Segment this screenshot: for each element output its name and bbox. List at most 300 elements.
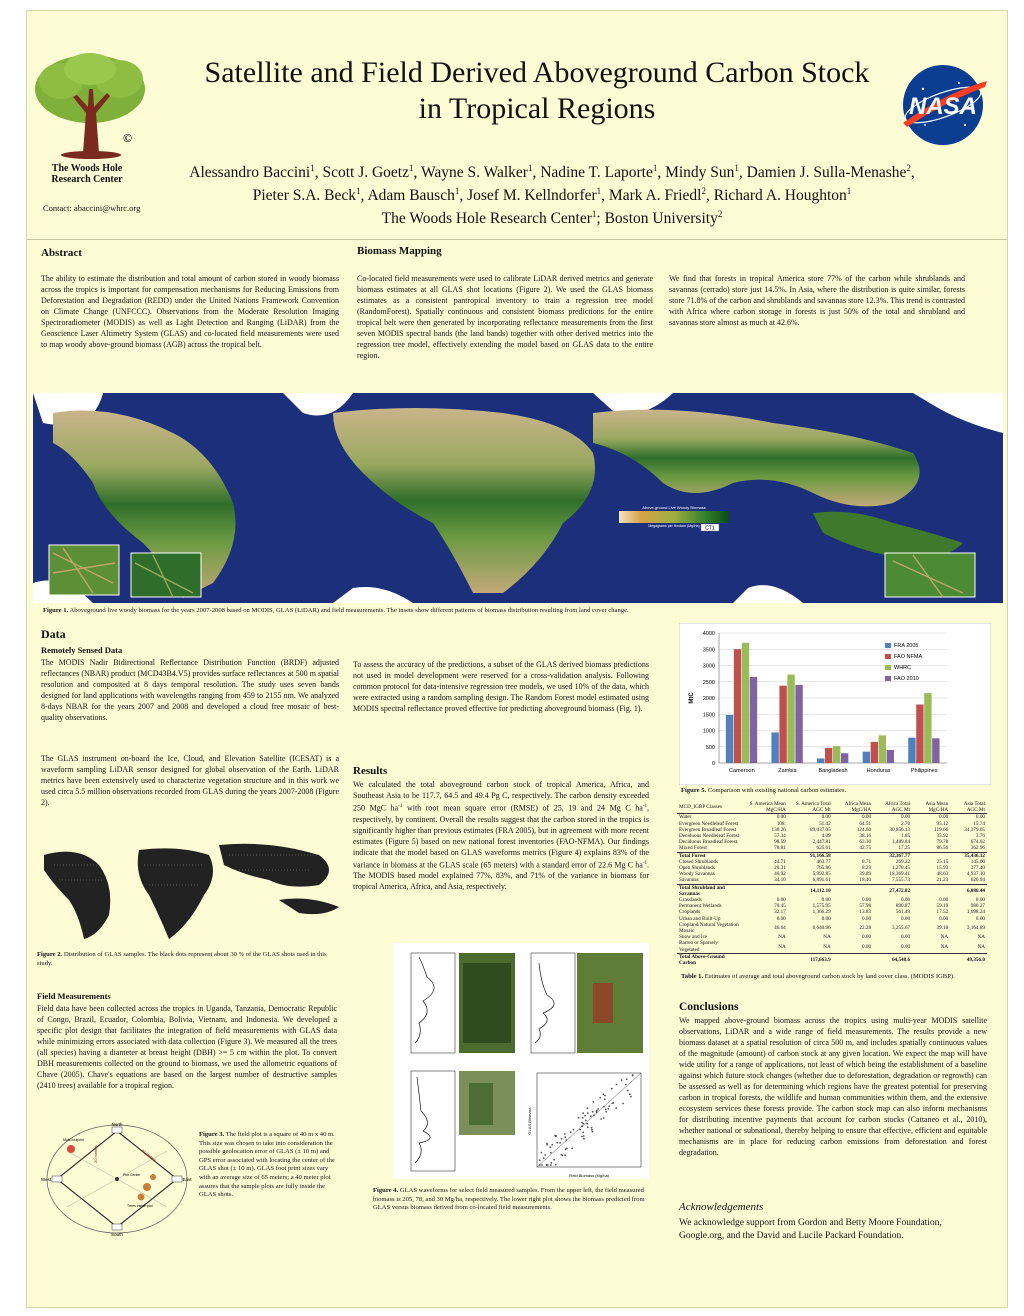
bar	[742, 643, 749, 763]
scatter-point	[541, 1152, 543, 1154]
table-cell: 0.00	[975, 897, 985, 904]
figure-5-label: Figure 5.	[681, 787, 707, 794]
bar	[908, 738, 915, 763]
y-tick-label: 500	[705, 744, 715, 751]
author-name: Damien J. Sulla-Menashe	[746, 164, 907, 182]
scatter-point	[543, 1157, 545, 1159]
affiliations: The Woods Hole Research Center$^1$; Boston University$^2$	[381, 209, 723, 228]
table-cell: 32.17	[774, 909, 786, 916]
table-cell: 70.45	[774, 903, 786, 910]
table-cell: 0.00	[901, 897, 911, 904]
scatter-point	[604, 1098, 606, 1100]
author-affiliation-sup: 1	[596, 186, 602, 197]
scatter-point	[627, 1090, 629, 1092]
table-1-caption-text: Estimates of average and total aboveground carbon stock by land cover class. (MODIS IGBP).	[704, 973, 955, 980]
table-1-caption	[681, 973, 981, 982]
table-cell: 44.71	[774, 858, 786, 865]
table-cell: 0.00	[939, 814, 949, 821]
scatter-point	[581, 1125, 583, 1127]
figure-4-caption-text: GLAS waveforms for select field measured samples. From the upper left, the field measured biomass is 205, 78, and 30 Mg/ha, respectively. The lower right plot shows the biomass predicted from GLAS versus biomass derived from co-located field measurements.	[373, 1187, 645, 1212]
bar	[795, 685, 802, 763]
results-text-d: . The MODIS based model explained 77%, 83%, and 71% of the variance in biomass for tropical America, Africa, and Asia, respectively.	[353, 860, 649, 892]
legend-label: FAO 2010	[894, 676, 919, 682]
table-cell: Snow and Ice	[679, 934, 708, 941]
table-cell: 362.96	[970, 845, 985, 852]
table-cell: 98.59	[774, 839, 786, 846]
table-cell: 0.00	[901, 915, 911, 922]
bar	[787, 675, 794, 763]
remote-sensing-subheading: Remotely Sensed Data	[41, 645, 123, 655]
scatter-point	[611, 1103, 613, 1105]
table-cell: Cropland/Natural Vegetation Mosaic	[679, 921, 739, 935]
table-cell: Permanent Wetlands	[679, 903, 722, 910]
table-cell: 89,037.05	[809, 826, 831, 833]
table-cell: 20.31	[774, 865, 786, 872]
x-tick-label: Zambia	[778, 768, 797, 774]
plot-label-20m: 20 meters	[93, 1145, 98, 1163]
table-cell: Mixed Forest	[679, 845, 707, 852]
table-cell: Grasslands	[679, 897, 702, 904]
table-cell: 18.40	[859, 877, 872, 884]
glas-waveforms-figure	[393, 943, 649, 1179]
scatter-point	[566, 1139, 568, 1141]
table-cell: Croplands	[679, 909, 701, 916]
y-tick-label: 2500	[702, 679, 715, 686]
header-divider	[27, 239, 1007, 240]
table-row	[677, 922, 987, 934]
author-name: Alessandro Baccini	[189, 164, 311, 182]
bar	[916, 705, 923, 764]
table-cell: 0.00	[776, 814, 786, 821]
scatter-point	[554, 1135, 556, 1137]
y-tick-label: 0	[711, 761, 715, 767]
table-cell: 64.51	[859, 820, 872, 827]
table-cell: 8.71	[862, 858, 872, 865]
table-cell: 5,992.85	[812, 871, 831, 878]
table-cell: 1,698.24	[966, 909, 985, 916]
legend-label: FRA 2005	[894, 643, 919, 649]
table-cell	[742, 953, 788, 966]
table-cell: 17.52	[936, 909, 949, 916]
scatter-point	[582, 1132, 584, 1134]
scatter-point	[625, 1084, 627, 1086]
scatter-point	[583, 1138, 585, 1140]
table-cell: Savannas	[679, 877, 699, 884]
table-row	[677, 953, 987, 966]
figure-5-caption-text: Comparison with existing national carbon estimates.	[707, 787, 847, 794]
table-row	[677, 940, 987, 953]
figure-2-caption-text: Distribution of GLAS samples. The black dots represent about 30 % of the GLAS shots used in this study.	[37, 951, 327, 967]
table-cell: Total Shrubland and Savannas	[677, 884, 742, 897]
table-cell: 59.19	[936, 903, 949, 910]
table-cell: 674.02	[970, 839, 985, 846]
table-cell: Total Above-Ground Carbon	[677, 953, 742, 966]
author-name: Nadine T. Laporte	[540, 164, 653, 182]
map-inset-label: CT1	[705, 525, 715, 532]
table-cell: 48.63	[936, 871, 949, 878]
y-axis-label: MtC	[689, 692, 695, 704]
table-cell: 3.76	[975, 833, 985, 840]
author-affiliation-sup: 2	[701, 186, 706, 197]
bar	[734, 649, 741, 763]
figure-4-label: Figure 4.	[373, 1187, 399, 1194]
scatter-point	[611, 1088, 613, 1090]
author-affiliation-sup: 1	[652, 163, 658, 173]
scatter-point	[553, 1159, 555, 1161]
map-legend-bar	[619, 511, 729, 523]
scatter-point	[549, 1146, 551, 1148]
table-cell: 0.00	[975, 814, 985, 821]
y-tick-label: 3500	[702, 647, 715, 654]
figure-4-caption	[373, 1187, 649, 1213]
scatter-point	[570, 1131, 572, 1133]
table-cell: 34,379.65	[964, 826, 985, 833]
scatter-point	[621, 1079, 623, 1081]
table-cell: 0.00	[862, 943, 872, 950]
bar	[833, 746, 840, 763]
legend-swatch	[885, 643, 891, 648]
logo-caption: The Woods Hole Research Center	[51, 163, 123, 185]
figure-3-label: Figure 3.	[199, 1131, 225, 1138]
table-cell: 0.00	[821, 814, 831, 821]
x-tick-label: Cameroon	[728, 768, 755, 774]
author-list: Alessandro Baccini$^1$, Scott J. Goetz$^1$, Wayne S. Walker$^1$, Nadine T. Laporte$^1$, Mindy Sun$^1$, Damien J. Sulla-Menashe$^2$, Pieter S.A. Beck$^1$, Adam Bausch$^1$, Josef M. Kellndorfer$^1$, Mark A. Friedl$^2$, Richard A. Houghton$^1$	[189, 163, 915, 205]
scatter-point	[603, 1117, 605, 1119]
x-tick-label: Honduras	[866, 768, 891, 774]
scatter-point	[585, 1120, 587, 1122]
y-tick-label: 1500	[702, 712, 715, 719]
table-cell: 561.49	[895, 909, 911, 916]
table-cell: 0.00	[821, 915, 831, 922]
table-cell: 0.00	[776, 897, 786, 904]
conclusions-heading: Conclusions	[679, 1001, 739, 1013]
table-cell: 34.10	[774, 877, 786, 884]
results-text-c: , respectively, by continent. Overall the results suggest that the carbon stored in the tropics is significantly higher than previous estimates (FRA 2005), but in agreement with more recent estimates (Figure 5) based on new national forest inventories (FAO-NFMA). Our findings indicate that the model based on GLAS waveforms metrics (Figure 4) explains 83% of the variance in biomass at the GLAS scale (65 meters) with a standard error of 22.6 Mg C ha	[353, 803, 649, 870]
scatter-point	[592, 1131, 594, 1133]
results-heading: Results	[353, 765, 388, 777]
table-cell: 0.00	[939, 897, 949, 904]
table-1-wrapper	[677, 801, 987, 966]
table-cell: 15.74	[973, 820, 985, 827]
author-affiliation-sup: 2	[906, 163, 911, 173]
data-heading: Data	[41, 627, 66, 641]
scatter-point	[605, 1111, 607, 1113]
scatter-point	[561, 1138, 563, 1140]
table-cell: Barren or Sparsely Vegetated	[679, 940, 718, 953]
scatter-point	[579, 1129, 581, 1131]
table-cell: 4,937.10	[966, 871, 985, 878]
table-cell	[912, 953, 950, 966]
copyright-mark: ©	[123, 131, 132, 145]
scatter-point	[586, 1123, 588, 1125]
table-cell: 0.00	[901, 943, 911, 950]
author-affiliation-sup: 1	[734, 163, 739, 173]
x-tick-label: Philippines	[910, 768, 938, 774]
table-cell: 2.70	[901, 820, 911, 827]
legend-swatch	[885, 676, 891, 681]
scatter-point	[573, 1129, 575, 1131]
scatter-ylabel: GLAS Biomass	[527, 1107, 532, 1135]
table-cell: 22.28	[859, 924, 872, 931]
plot-label-multi: Multi-footprint	[63, 1138, 85, 1142]
legend-label: FAO NFMA	[894, 654, 923, 660]
table-cell: 17.25	[898, 845, 911, 852]
affiliation-2-sup: 2	[717, 209, 723, 220]
plot-label-north: North	[111, 1122, 123, 1127]
bar	[771, 732, 778, 763]
table-cell: Evergreen Needleleaf Forest	[679, 820, 739, 827]
table-cell: Water	[679, 814, 692, 821]
title-line-2: in Tropical Regions	[418, 92, 656, 125]
figure-1-label: Figure 1.	[43, 607, 69, 614]
table-cell: 980.27	[970, 903, 985, 910]
carbon-stock-table	[677, 801, 987, 966]
author-name: Mark A. Friedl	[608, 187, 702, 205]
legend-swatch	[885, 654, 891, 659]
table-row	[677, 884, 987, 897]
bar	[750, 677, 757, 763]
results-sup-a: -1	[398, 804, 403, 809]
acknowledgements-text: We acknowledge support from Gordon and Betty Moore Foundation, Google.org, and the David and Lucile Packard Foundation.	[679, 1218, 942, 1241]
scatter-point	[578, 1117, 580, 1119]
results-sup-b: -1	[642, 804, 647, 809]
table-cell: 130.26	[771, 826, 786, 833]
table-cell: 463.77	[816, 858, 831, 865]
table-cell: 46.64	[774, 924, 786, 931]
bar	[924, 693, 931, 763]
table-cell: 765.86	[816, 865, 831, 872]
table-header-cell: MCD_IGBP Classes	[677, 801, 742, 814]
table-cell: 46.92	[774, 871, 786, 878]
table-cell: 890.87	[895, 903, 911, 910]
table-cell: 18,369.41	[889, 871, 911, 878]
table-cell: 145.00	[970, 858, 985, 865]
scatter-point	[551, 1144, 553, 1146]
author-name: Adam Bausch	[367, 187, 455, 205]
scatter-point	[582, 1112, 584, 1114]
bar	[726, 715, 733, 763]
scatter-point	[544, 1154, 546, 1156]
table-cell: 6,640.96	[812, 924, 831, 931]
biomass-mapping-text-2: We find that forests in tropical America store 77% of the carbon while shrublands and savannas (cerrado) store just 14.5%. In Asia, where the distribution is quite similar, forests store 71.8% of the carbon and shrublands and savannas store 12.3%. This trend is contrasted with Africa where carbon storage in forests is just 50% of the total and shrubland and savannas store almost as much at 42.6%.	[669, 274, 966, 327]
field-measurements-heading: Field Measurements	[37, 991, 111, 1001]
y-tick-label: 1000	[702, 728, 715, 735]
table-cell: 1,366.29	[812, 909, 831, 916]
scatter-point	[603, 1106, 605, 1108]
field-measurements-text: Field data have been collected across the tropics in Uganda, Tanzania, Democratic Republic of Congo, Brazil, Ecuador, Colombia, Bolivia, Vietnam, and Indonesia. We developed a specific plot design that facilitates the integration of field measurements with GLAS data while minimizing errors associated with data collection (Figure 3). We measured all the trees (all species) having a diameter at breast height (DBH) >= 5 cm within the plot. To convert DBH measurements collected on the ground to biomass, we used the allometric equations of Chave (2005). Chave's equations are based on the largest number of destructive samples (2410 trees) available for a tropical region.	[37, 1004, 337, 1090]
scatter-point	[571, 1147, 573, 1149]
scatter-point	[626, 1078, 628, 1080]
bar	[779, 686, 786, 763]
table-cell: 108.	[776, 820, 786, 827]
table-row	[677, 877, 987, 884]
table-cell: Evergreen Broadleaf Forest	[679, 826, 737, 833]
table-cell: 49,356.0	[950, 953, 987, 966]
y-tick-label: 2000	[702, 696, 715, 702]
table-cell: 6,891.61	[812, 877, 831, 884]
nasa-logo	[895, 63, 991, 147]
table-cell: 32,367.77	[873, 852, 912, 859]
biomass-mapping-text-1: Co-located field measurements were used to calibrate LiDAR derived metrics and generate biomass estimates at all GLAS shot locations (Figure 2). We used the GLAS biomass estimates as a consistent pantropical inventory to train a regression tree model (RandomForest). Spatially continuous and consistent biomass predictions for the entire tropical belt were then generated by incorporating reflectance measurements from the first seven MODIS spectral bands (the land bands) together with other derived metrics into the regression tree model, effectively extending the model based on GLAS data to the entire region.	[357, 274, 653, 360]
y-tick-label: 3000	[702, 663, 715, 670]
bar	[841, 753, 848, 763]
table-header-cell: Africa Mean MgC/HA	[833, 801, 873, 814]
scatter-point	[632, 1075, 634, 1077]
biomass-mapping-heading: Biomass Mapping	[357, 245, 442, 257]
table-header-cell: Asia Mean MgC/HA	[912, 801, 950, 814]
scatter-point	[555, 1164, 557, 1166]
table-cell: Deciduous Needleleaf Forest	[679, 833, 740, 840]
table-cell: 79.78	[936, 839, 949, 846]
scatter-point	[591, 1127, 593, 1129]
table-header-cell: S. America Total AGC Mt	[788, 801, 833, 814]
scatter-point	[592, 1111, 594, 1113]
author-affiliation-sup: 1	[356, 186, 361, 197]
table-cell: 27,472.82	[873, 884, 912, 897]
bar	[871, 742, 878, 763]
table-cell: 25.15	[936, 858, 949, 865]
scatter-point	[584, 1115, 586, 1117]
plot-label-trees: Trees inside plot	[127, 1204, 153, 1208]
table-cell: 0.00	[862, 934, 872, 941]
scatter-xlabel: Field Biomass (Mg/ha)	[568, 1173, 610, 1178]
scatter-point	[600, 1118, 602, 1120]
table-cell: 0.00	[862, 915, 872, 922]
table-cell: NA	[977, 943, 985, 950]
affiliation-1: The Woods Hole Research Center	[381, 210, 592, 228]
plot-label-center: Plot Center	[123, 1173, 141, 1177]
bar	[825, 748, 832, 763]
glas-samples-map	[39, 835, 349, 943]
table-cell: 7,555.73	[891, 877, 911, 884]
authors-block	[187, 159, 917, 228]
scatter-point	[583, 1135, 585, 1137]
scatter-point	[561, 1154, 563, 1156]
table-cell	[742, 852, 788, 859]
scatter-point	[546, 1164, 548, 1166]
scatter-point	[587, 1112, 589, 1114]
data-para-1: The MODIS Nadir Bidirectional Reflectance Distribution Function (BRDF) adjusted reflectances (NBAR) product (MCD43B4.V5) provides surface reflectances at 500 m spatial resolution and composited at 8 days temporal resolution. The study uses seven bands designed for land applications with wavelengths ranging from 459 to 2155 nm. We analyzed 8-days NBAR for the years 2007 and 2008 and developed a cloud free mosaic of best-quality observations.	[41, 658, 339, 722]
table-cell: NA	[778, 934, 786, 941]
figure-2-caption	[37, 951, 341, 968]
author-name: Josef M. Kellndorfer	[467, 187, 597, 205]
table-cell: 21.23	[936, 877, 949, 884]
figure-3-caption-text: The field plot is a square of 40 m x 40 m. This size was chosen to take into consideration the possible geolocation error of GLAS (± 10 m) and GPS error associated with locating the center of the GLAS shot (± 10 m). GLAS foot print sizes vary with an average size of 65 meters; a 40 meter plot assures that the sample plots are fully inside the GLAS shots.	[199, 1131, 335, 1199]
scatter-point	[597, 1108, 599, 1110]
table-cell: Urban and Built-Up	[679, 915, 721, 922]
scatter-point	[607, 1108, 609, 1110]
author-name: Pieter S.A. Beck	[252, 187, 357, 205]
table-header-cell: S. America Mean MgC/HA	[742, 801, 788, 814]
scatter-point	[591, 1129, 593, 1131]
table-cell: 269.22	[895, 858, 911, 865]
table-header-cell: Asia Total AGC Mt	[950, 801, 987, 814]
table-cell: 3,164.89	[966, 924, 985, 931]
table-cell: 124.60	[856, 826, 872, 833]
table-cell: NA	[823, 934, 831, 941]
table-cell: Open Shrublands	[679, 865, 715, 872]
table-cell: 57.34	[774, 833, 786, 840]
plot-label-south: South	[111, 1232, 123, 1237]
data-para-2: The GLAS instrument on-board the Ice, Cloud, and Elevation Satellite (ICESAT) is a waveform sampling LiDAR sensor designed for global observation of the Earth. LiDAR metrics have been extensively used to characterize vegetation structure and in this work we used circa 5.5 million observations recorded from GLAS during the years 2007-2008 (Figure 2).	[41, 754, 339, 807]
table-cell	[833, 852, 873, 859]
acknowledgements-heading: Acknowledgements	[679, 1201, 764, 1213]
biomass-map	[33, 393, 1003, 603]
table-cell: NA	[940, 943, 949, 950]
table-cell: 78.81	[774, 845, 786, 852]
plot-label-west: West	[40, 1177, 52, 1182]
conclusions-text: We mapped above-ground biomass across the tropics using multi-year MODIS satellite observations, LiDAR and a wide range of field measurements. The results provide a new biomass dataset at a spatial resolution of circa 500 m, and includes spatially continuous values of the magnitude (amount) of carbon stock at any given location. We expect the map will have wide utility for a range of applications, not least of which being the establishment of a baseline against which future stock changes (whether due to deforestation, degradation or regrowth) can be assessed as well as for determining which regions have the greatest potential for preserving carbon in tropical forests, the wildlife and human communities within them, and the extensive ecosystem services these forests provide. The carbon stock map can also inform mechanisms for distributing incentive payments that account for carbon stocks (Cattaneo et al., 2010), whether national or subnational, thereby helping to ensure that effective, efficient and equitable mechanisms are in place for reducing carbon emissions from deforestation and forest degradation.	[679, 1016, 987, 1157]
scatter-point	[608, 1105, 610, 1107]
table-header-cell: Africa Total AGC Mt	[873, 801, 912, 814]
scatter-point	[550, 1164, 552, 1166]
table-cell: NA	[977, 934, 985, 941]
scatter-point	[622, 1103, 624, 1105]
results-text	[353, 779, 649, 892]
table-cell: 63.30	[859, 839, 872, 846]
legend-label: WHRC	[894, 665, 912, 671]
table-row	[677, 845, 987, 852]
table-cell: 0.00	[901, 814, 911, 821]
scatter-point	[604, 1095, 606, 1097]
scatter-point	[539, 1164, 541, 1166]
bar	[879, 735, 886, 763]
map-inset-1	[49, 545, 119, 595]
table-cell: 4.09	[821, 833, 831, 840]
table-cell: 626.94	[970, 877, 985, 884]
table-cell: 0.00	[939, 915, 949, 922]
scatter-point	[550, 1152, 552, 1154]
plot-label-east: East	[182, 1177, 192, 1182]
table-cell: 30,856.13	[889, 826, 911, 833]
figure-2-label: Figure 2.	[37, 951, 63, 958]
author-affiliation-sup: 1	[454, 186, 460, 197]
scatter-point	[590, 1115, 592, 1117]
poster-title	[157, 55, 917, 127]
contact-email[interactable]: Contact: abaccini@whrc.org	[43, 203, 141, 213]
table-cell	[742, 884, 788, 897]
table-cell: 119.66	[934, 826, 949, 833]
results-text-a: We calculated the total aboveground carbon stock of tropical America, Africa, and Southeast Asia to be 117.7, 64.5 and 49.4 Pg C, respectively. The carbon density exceeded 250 MgC ha	[353, 780, 649, 813]
title-line-1: Satellite and Field Derived Aboveground Carbon Stock	[204, 56, 870, 89]
scatter-point	[559, 1142, 561, 1144]
figure-1-caption-text: Aboveground live woody biomass for the years 2007-2008 based on MODIS, GLAS (LiDAR) and field measurements. The insets show different patterns of biomass distribution resulting from land cover change.	[69, 607, 629, 614]
scatter-point	[546, 1144, 548, 1146]
legend-swatch	[885, 665, 891, 670]
scatter-point	[541, 1164, 543, 1166]
table-cell: Woody Savannas	[679, 871, 715, 878]
table-cell: 1,575.95	[812, 903, 831, 910]
table-cell: 51.42	[819, 820, 831, 827]
data-para-3: To assess the accuracy of the predictions, a subset of the GLAS derived biomass predictions not used in model development were reserved for a cross-validation analysis. Following common protocol for data-intensive regression tree models, we used 10% of the data, which were extracted using a random sampling design. The Random Forest model estimated using MODIS spectral reflectance proved effective for predicting aboveground biomass (Fig. 1).	[353, 660, 649, 713]
affiliation-2: Boston University	[604, 210, 718, 228]
abstract-heading: Abstract	[41, 247, 82, 259]
bar	[932, 738, 939, 763]
scatter-point	[593, 1114, 595, 1116]
table-cell: 35,436.12	[950, 852, 987, 859]
table-cell: Closed Shrublands	[679, 858, 719, 865]
scatter-point	[564, 1133, 566, 1135]
author-name: Scott J. Goetz	[322, 164, 409, 182]
map-legend-units: Megagrams per Hectare (Mg/Ha)	[648, 524, 700, 528]
scatter-point	[596, 1112, 598, 1114]
table-cell: 39.89	[859, 871, 872, 878]
table-cell: NA	[940, 934, 949, 941]
table-cell: 42.75	[859, 845, 872, 852]
table-cell: 57.98	[859, 903, 872, 910]
table-cell: 6,086.44	[950, 884, 987, 897]
map-inset-2	[131, 553, 201, 597]
